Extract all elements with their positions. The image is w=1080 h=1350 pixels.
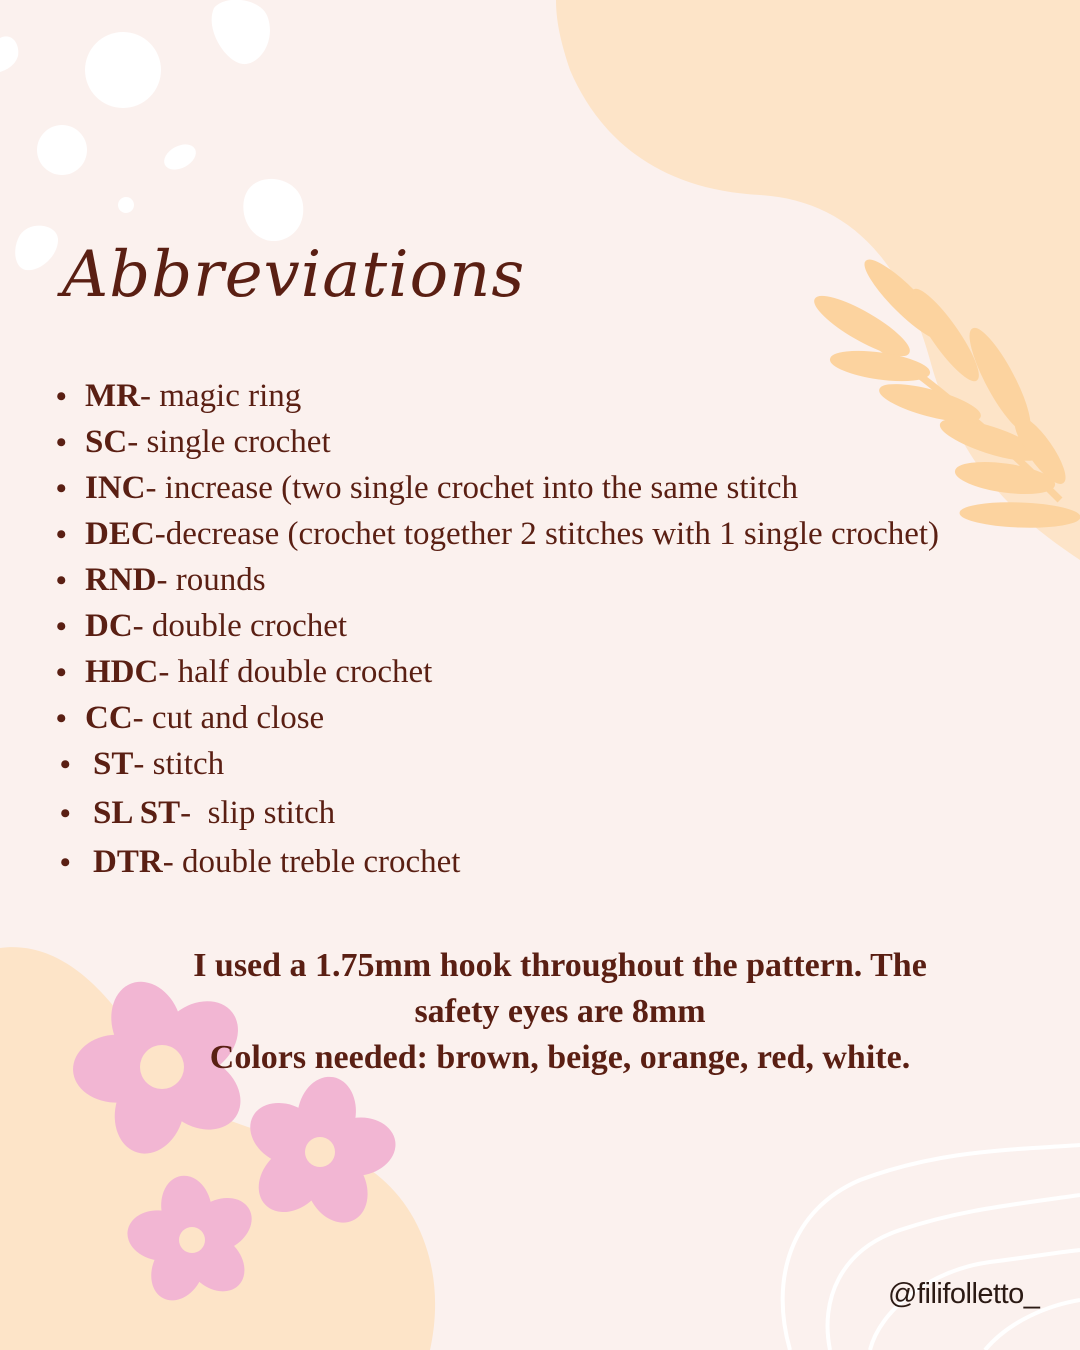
abbreviation-list bbox=[56, 378, 939, 893]
abbreviation-term: HDC bbox=[85, 654, 159, 690]
abbreviation-separator: - bbox=[154, 516, 166, 552]
bullet-icon: • bbox=[56, 472, 67, 505]
abbreviation-meaning: single crochet bbox=[146, 424, 331, 460]
list-item bbox=[56, 378, 939, 424]
white-swirl-lines bbox=[783, 1145, 1080, 1350]
bullet-icon: • bbox=[60, 846, 71, 879]
abbreviation-separator: - bbox=[145, 470, 165, 506]
abbreviation-meaning: cut and close bbox=[151, 700, 325, 736]
white-dots bbox=[0, 0, 303, 270]
abbreviation-term: INC bbox=[85, 470, 146, 506]
abbreviation-separator: - bbox=[132, 700, 152, 736]
abbreviation-separator: - bbox=[180, 795, 208, 831]
list-item bbox=[56, 700, 939, 746]
abbreviation-separator: - bbox=[162, 844, 182, 880]
abbreviation-term: DC bbox=[85, 608, 133, 644]
abbreviation-term: DEC bbox=[85, 516, 155, 552]
bullet-icon: • bbox=[56, 426, 67, 459]
abbreviation-term: MR bbox=[85, 378, 140, 414]
bullet-icon: • bbox=[56, 564, 67, 597]
abbreviation-term: RND bbox=[85, 562, 157, 598]
list-item bbox=[56, 654, 939, 700]
note-line-eyes: safety eyes are 8mm bbox=[414, 993, 706, 1030]
abbreviation-separator: - bbox=[132, 608, 152, 644]
abbreviation-meaning: stitch bbox=[152, 746, 225, 782]
page-title: Abbreviations bbox=[62, 238, 526, 312]
list-item bbox=[56, 746, 939, 795]
list-item bbox=[56, 562, 939, 608]
bullet-icon: • bbox=[56, 518, 67, 551]
note-line-hook: I used a 1.75mm hook throughout the pattern. The bbox=[193, 947, 927, 984]
list-item bbox=[56, 608, 939, 654]
abbreviation-meaning: increase (two single crochet into the same stitch bbox=[164, 470, 798, 506]
abbreviation-meaning: slip stitch bbox=[207, 795, 336, 831]
abbreviation-term: DTR bbox=[93, 844, 163, 880]
abbreviation-meaning: half double crochet bbox=[177, 654, 433, 690]
bullet-icon: • bbox=[56, 702, 67, 735]
pattern-note bbox=[80, 943, 1040, 1081]
list-item bbox=[56, 844, 939, 893]
abbreviation-meaning: decrease (crochet together 2 stitches with 1 single crochet) bbox=[165, 516, 940, 552]
bullet-icon: • bbox=[56, 380, 67, 413]
abbreviation-meaning: rounds bbox=[175, 562, 266, 598]
list-item bbox=[56, 795, 939, 844]
abbreviation-meaning: magic ring bbox=[159, 378, 302, 414]
abbreviation-meaning: double crochet bbox=[151, 608, 348, 644]
social-handle: @filifolletto_ bbox=[888, 1278, 1040, 1310]
bullet-icon: • bbox=[56, 610, 67, 643]
abbreviation-separator: - bbox=[133, 746, 153, 782]
list-item bbox=[56, 424, 939, 470]
list-item bbox=[56, 516, 939, 562]
note-line-colors: Colors needed: brown, beige, orange, red, white. bbox=[209, 1039, 911, 1076]
bullet-icon: • bbox=[60, 797, 71, 830]
abbreviation-term: SC bbox=[85, 424, 128, 460]
abbreviation-term: SL ST bbox=[93, 795, 181, 831]
abbreviation-separator: - bbox=[127, 424, 147, 460]
abbreviation-separator: - bbox=[156, 562, 176, 598]
abbreviation-term: CC bbox=[85, 700, 133, 736]
bullet-icon: • bbox=[60, 748, 71, 781]
abbreviation-meaning: double treble crochet bbox=[181, 844, 461, 880]
abbreviation-separator: - bbox=[139, 378, 160, 414]
bullet-icon: • bbox=[56, 656, 67, 689]
list-item bbox=[56, 470, 939, 516]
abbreviation-term: ST bbox=[93, 746, 134, 782]
abbreviation-separator: - bbox=[158, 654, 178, 690]
